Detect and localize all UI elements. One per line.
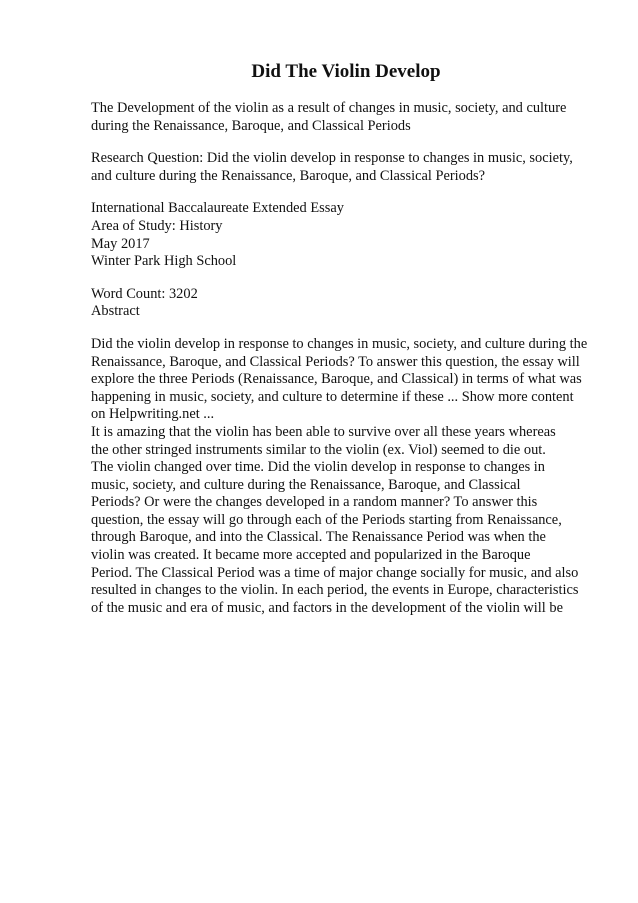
document-page [91, 60, 601, 617]
research-question-line: and culture during the Renaissance, Baroque, and Classical Periods? [91, 167, 486, 184]
school-name: Winter Park High School [91, 253, 237, 270]
abstract-line: on Helpwriting.net ... [91, 406, 215, 423]
abstract-line: happening in music, society, and culture to determine if these ... Show more content [91, 388, 574, 405]
abstract-text [91, 336, 601, 424]
subtitle-line: The Development of the violin as a result of changes in music, society, and culture [91, 100, 567, 116]
essay-info [91, 200, 601, 270]
essay-type: International Baccalaureate Extended Essay [91, 200, 344, 217]
body-line: question, the essay will go through each of the Periods starting from Renaissance, [91, 511, 562, 528]
body-line: through Baroque, and into the Classical. The Renaissance Period was when the [91, 529, 546, 546]
essay-date: May 2017 [91, 235, 150, 252]
body-text [91, 424, 601, 618]
word-count-block [91, 286, 601, 321]
abstract-line: Renaissance, Baroque, and Classical Periods? To answer this question, the essay will [91, 353, 580, 370]
body-line: resulted in changes to the violin. In each period, the events in Europe, characteristics [91, 582, 579, 599]
subtitle [91, 100, 601, 135]
area-of-study: Area of Study: History [91, 217, 223, 234]
body-line: It is amazing that the violin has been able to survive over all these years whereas [91, 423, 556, 440]
abstract-line: explore the three Periods (Renaissance, Baroque, and Classical) in terms of what was [91, 371, 582, 388]
body-line: the other stringed instruments similar to the violin (ex. Viol) seemed to die out. [91, 441, 546, 458]
body-line: violin was created. It became more accepted and popularized in the Baroque [91, 547, 531, 564]
abstract-line: Did the violin develop in response to changes in music, society, and culture during the [91, 335, 588, 352]
body-line: Period. The Classical Period was a time of major change socially for music, and also [91, 564, 579, 581]
word-count: Word Count: 3202 [91, 285, 198, 302]
research-question [91, 150, 601, 185]
body-line: The violin changed over time. Did the violin develop in response to changes in [91, 459, 545, 476]
subtitle-line: during the Renaissance, Baroque, and Classical Periods [91, 117, 411, 134]
abstract-label: Abstract [91, 303, 140, 320]
body-line: of the music and era of music, and factors in the development of the violin will be [91, 599, 563, 616]
body-line: music, society, and culture during the Renaissance, Baroque, and Classical [91, 476, 521, 493]
research-question-line: Research Question: Did the violin develop in response to changes in music, society, [91, 150, 573, 167]
document-title: Did The Violin Develop [251, 61, 441, 82]
body-line: Periods? Or were the changes developed in a random manner? To answer this [91, 494, 538, 511]
